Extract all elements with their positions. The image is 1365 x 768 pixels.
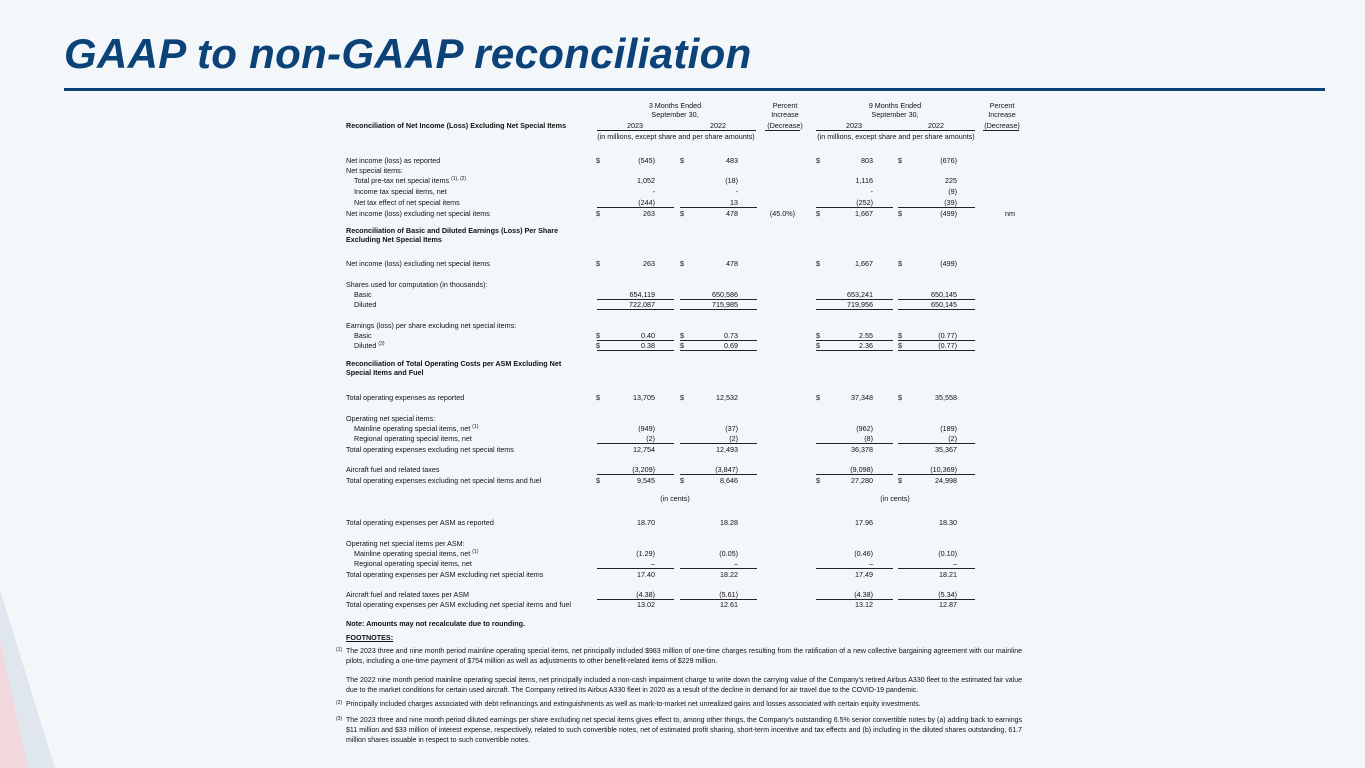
row-label-text: Net income (loss) as reported	[346, 156, 441, 165]
footnote-ref: (3)	[378, 341, 385, 347]
value-cell: 2.36	[859, 341, 873, 350]
value-cell: (18)	[725, 176, 738, 185]
row-label	[346, 156, 440, 165]
pct-change-header-1: Percent	[772, 101, 798, 110]
footnote-text: The 2022 nine month period mainline operating special items, net principally included a non-cash impairment charge to write down the carrying value of the Company’s retired Airbus A330 fleet to the estimated fair value due to the market conditions for certain used aircraft. The Company retired its Airbus A330 fleet in 2020 as a result of the decline in demand for air travel due to the COVID-19 pandemic.	[346, 677, 1022, 694]
row-label-text: Regional operating special items, net	[354, 559, 472, 568]
value-cell: (9)	[948, 187, 957, 196]
footnote-text: The 2023 three and nine month period diluted earnings per share excluding net special items gives effect to, among other things, the Company’s outstanding 6.5% senior convertible notes by (a) adding back to earnings $11 million and $33 million of interest expense, respectively, related to such convertible notes, net of estimated profit sharing, short-term incentive and tax effects and (b) including in the diluted shares outstanding, 61.7 million shares issuable in respect to such convertible notes.	[346, 717, 1022, 744]
value-cell: (2)	[729, 434, 738, 443]
value-cell: 650,145	[931, 300, 957, 309]
total-underline	[680, 568, 757, 569]
value-cell: (4.38)	[854, 590, 873, 599]
value-cell: 1,116	[855, 176, 873, 185]
value-cell: (10,369)	[930, 465, 957, 474]
row-label	[346, 539, 465, 548]
currency-symbol: $	[680, 476, 684, 485]
row-label	[354, 549, 478, 558]
value-cell: 722,087	[629, 300, 655, 309]
value-cell: (189)	[940, 424, 957, 433]
value-cell: 483	[726, 156, 738, 165]
row-label-text: Operating net special items:	[346, 414, 436, 423]
footnote-mark: (1)	[336, 647, 343, 653]
currency-symbol: $	[898, 259, 902, 268]
value-cell: 18.22	[720, 570, 738, 579]
row-label-text: Diluted	[354, 300, 377, 309]
value-cell: (4.38)	[636, 590, 655, 599]
value-cell: 12,532	[716, 393, 738, 402]
total-underline	[816, 350, 893, 351]
percent-change-9m: nm	[1005, 209, 1015, 218]
value-cell: (0.46)	[854, 549, 873, 558]
row-label	[354, 341, 385, 350]
units-note-9m: (in millions, except share and per share amounts)	[817, 132, 975, 141]
currency-symbol: $	[816, 393, 820, 402]
footnote-ref: (1)	[472, 549, 479, 555]
total-underline	[898, 568, 975, 569]
total-underline	[816, 443, 893, 444]
value-cell: (37)	[725, 424, 738, 433]
value-cell: (244)	[638, 198, 655, 207]
row-label	[354, 424, 478, 433]
currency-symbol: $	[816, 476, 820, 485]
value-cell: 654,119	[629, 290, 655, 299]
value-cell: 650,145	[931, 290, 957, 299]
value-cell: 18.21	[939, 570, 957, 579]
value-cell: 18.30	[939, 518, 957, 527]
row-label	[346, 209, 490, 218]
page-title: GAAP to non-GAAP reconciliation	[64, 30, 752, 77]
row-label	[354, 559, 472, 568]
currency-symbol: $	[596, 393, 600, 402]
row-label	[354, 290, 372, 299]
nine-months-header: 9 Months Ended	[868, 101, 922, 110]
value-cell: (2)	[646, 434, 655, 443]
value-cell: (8)	[864, 434, 873, 443]
in-cents-label: (in cents)	[660, 494, 690, 503]
value-cell: 24,998	[935, 476, 957, 485]
currency-symbol: $	[816, 331, 820, 340]
value-cell: 0.69	[724, 341, 738, 350]
currency-symbol: $	[898, 156, 902, 165]
currency-symbol: $	[898, 209, 902, 218]
row-label-text: Shares used for computation (in thousands):	[346, 280, 488, 289]
row-label	[346, 321, 516, 330]
total-underline	[597, 568, 674, 569]
row-label-text: Special Items and Fuel	[346, 368, 424, 377]
currency-symbol: $	[816, 259, 820, 268]
currency-symbol: $	[680, 209, 684, 218]
row-label-text: FOOTNOTES:	[346, 633, 394, 642]
value-cell: (3,847)	[715, 465, 738, 474]
currency-symbol: $	[596, 476, 600, 485]
row-label-text: Mainline operating special items, net	[354, 549, 471, 558]
year-2023-header: 2023	[627, 121, 643, 130]
value-cell: 12,493	[716, 445, 738, 454]
currency-symbol: $	[680, 156, 684, 165]
currency-symbol: $	[680, 341, 684, 350]
row-label	[346, 633, 393, 642]
value-cell: 225	[945, 176, 957, 185]
row-label-text: Total operating expenses excluding net special items	[346, 445, 514, 454]
row-label	[346, 465, 440, 474]
row-label	[354, 176, 466, 185]
value-cell: 12,754	[633, 445, 655, 454]
total-underline	[597, 443, 674, 444]
currency-symbol: $	[596, 156, 600, 165]
total-underline	[898, 443, 975, 444]
value-cell: -	[735, 187, 738, 196]
row-label-text: Total pre-tax net special items	[354, 176, 450, 185]
value-cell: (0.10)	[938, 549, 957, 558]
total-underline	[680, 309, 757, 310]
three-months-header: 3 Months Ended	[648, 101, 702, 110]
total-underline	[898, 474, 975, 475]
row-label-text: Reconciliation of Total Operating Costs per ASM Excluding Net	[346, 359, 562, 368]
value-cell: 0.73	[724, 331, 738, 340]
value-cell: 18.70	[637, 518, 655, 527]
value-cell: 1,667	[855, 209, 873, 218]
currency-symbol: $	[596, 331, 600, 340]
year-2023-header-9m: 2023	[846, 121, 862, 130]
total-underline	[816, 474, 893, 475]
pct-change-header-2: Increase	[988, 110, 1016, 119]
value-cell: 478	[726, 259, 738, 268]
row-label	[346, 590, 469, 599]
value-cell: 715,985	[712, 300, 738, 309]
value-cell: 650,586	[712, 290, 738, 299]
value-cell: 13.12	[855, 600, 873, 609]
row-label-text: Total operating expenses excluding net special items and fuel	[346, 476, 542, 485]
currency-symbol: $	[680, 259, 684, 268]
row-label-text: Diluted	[354, 341, 377, 350]
footnote-mark: (3)	[336, 716, 343, 722]
row-label	[346, 368, 424, 377]
value-cell: (5.61)	[719, 590, 738, 599]
row-label-text: Mainline operating special items, net	[354, 424, 471, 433]
row-label-text: Net tax effect of net special items	[354, 198, 460, 207]
value-cell: 27,280	[851, 476, 873, 485]
in-cents-label-9m: (in cents)	[880, 494, 910, 503]
row-label-text: Basic	[354, 290, 372, 299]
row-label-text: Aircraft fuel and related taxes per ASM	[346, 590, 470, 599]
row-label	[346, 393, 464, 402]
three-months-header-date: September 30,	[651, 110, 699, 119]
row-label	[346, 476, 541, 485]
value-cell: (0.05)	[719, 549, 738, 558]
total-underline	[816, 568, 893, 569]
row-label-text: Net income (loss) excluding net special items	[346, 259, 490, 268]
row-label	[346, 518, 494, 527]
row-label-text: Net income (loss) excluding net special items	[346, 209, 490, 218]
value-cell: 17.49	[855, 570, 873, 579]
value-cell: 803	[861, 156, 873, 165]
value-cell: (1.29)	[636, 549, 655, 558]
value-cell: 263	[643, 209, 655, 218]
currency-symbol: $	[898, 476, 902, 485]
value-cell: (39)	[944, 198, 957, 207]
row-label	[354, 434, 472, 443]
row-label	[346, 226, 558, 235]
pct-change-header-1: (Decrease)	[767, 121, 803, 130]
currency-symbol: $	[596, 209, 600, 218]
total-underline	[597, 309, 674, 310]
value-cell: (5.34)	[938, 590, 957, 599]
currency-symbol: $	[680, 393, 684, 402]
value-cell: (3,209)	[632, 465, 655, 474]
value-cell: 653,241	[847, 290, 873, 299]
total-underline	[816, 207, 893, 208]
total-underline	[898, 350, 975, 351]
value-cell: 0.40	[641, 331, 655, 340]
total-underline	[680, 207, 757, 208]
currency-symbol: $	[816, 209, 820, 218]
value-cell: –	[953, 559, 957, 568]
value-cell: (252)	[856, 198, 873, 207]
row-label-text: Total operating expenses per ASM excluding net special items	[346, 570, 544, 579]
currency-symbol: $	[898, 331, 902, 340]
value-cell: 36,378	[851, 445, 873, 454]
total-underline	[680, 350, 757, 351]
currency-symbol: $	[680, 331, 684, 340]
total-underline	[597, 474, 674, 475]
value-cell: 13.02	[637, 600, 655, 609]
footnote-mark: (2)	[336, 700, 343, 706]
value-cell: –	[734, 559, 738, 568]
row-label	[346, 235, 442, 244]
row-label	[354, 331, 372, 340]
footnote-ref: (1), (2)	[451, 176, 467, 182]
footnote-text: The 2023 three and nine month period mainline operating special items, net principally included $983 million of one-time charges resulting from the ratification of a new collective bargaining agreement with our mainline pilots, including a one-time payment of $754 million as well as adjustments to other benefit-related items of $229 million.	[346, 648, 1022, 665]
footnote-text: Principally included charges associated with debt refinancings and extinguishments as well as mark-to-market net unrealized gains and losses associated with certain equity investments.	[346, 701, 921, 708]
value-cell: (9,098)	[850, 465, 873, 474]
value-cell: 478	[726, 209, 738, 218]
row-label	[346, 570, 543, 579]
row-label	[346, 280, 487, 289]
year-2022-header: 2022	[710, 121, 726, 130]
row-label-text: Total operating expenses as reported	[346, 393, 465, 402]
row-label	[354, 198, 460, 207]
value-cell: 8,646	[720, 476, 738, 485]
value-cell: 17.96	[855, 518, 873, 527]
row-label-text: Note: Amounts may not recalculate due to rounding.	[346, 619, 526, 628]
footnote-ref: (1)	[472, 424, 479, 430]
pct-change-header-1: Increase	[771, 110, 799, 119]
value-cell: (545)	[638, 156, 655, 165]
currency-symbol: $	[816, 156, 820, 165]
pct-change-header-2: (Decrease)	[984, 121, 1020, 130]
value-cell: (499)	[940, 209, 957, 218]
total-underline	[597, 207, 674, 208]
currency-symbol: $	[898, 393, 902, 402]
value-cell: 2.55	[859, 331, 873, 340]
value-cell: 35,367	[935, 445, 957, 454]
row-label-text: Earnings (loss) per share excluding net special items:	[346, 321, 517, 330]
value-cell: (0.77)	[938, 341, 957, 350]
value-cell: 719,956	[847, 300, 873, 309]
row-label-text: Reconciliation of Basic and Diluted Earnings (Loss) Per Share	[346, 226, 559, 235]
value-cell: 12.61	[720, 600, 738, 609]
currency-symbol: $	[816, 341, 820, 350]
row-label-text: Total operating expenses per ASM excluding net special items and fuel	[346, 600, 571, 609]
row-label-text: Excluding Net Special Items	[346, 235, 442, 244]
row-label-text: Operating net special items per ASM:	[346, 539, 465, 548]
row-label	[346, 600, 571, 609]
value-cell: -	[870, 187, 873, 196]
total-underline	[680, 443, 757, 444]
row-label	[346, 445, 514, 454]
value-cell: 263	[643, 259, 655, 268]
section-heading: Reconciliation of Net Income (Loss) Excluding Net Special Items	[346, 121, 567, 130]
total-underline	[898, 309, 975, 310]
row-label	[346, 259, 490, 268]
row-label-text: Regional operating special items, net	[354, 434, 472, 443]
year-2022-header-9m: 2022	[928, 121, 944, 130]
total-underline	[680, 474, 757, 475]
value-cell: 18.28	[720, 518, 738, 527]
value-cell: –	[869, 559, 873, 568]
value-cell: 0.38	[641, 341, 655, 350]
row-label-text: Total operating expenses per ASM as reported	[346, 518, 494, 527]
units-note: (in millions, except share and per share amounts)	[597, 132, 755, 141]
value-cell: (2)	[948, 434, 957, 443]
currency-symbol: $	[596, 259, 600, 268]
row-label	[346, 414, 435, 423]
row-label-text: Net special items:	[346, 166, 403, 175]
row-label	[346, 619, 525, 628]
value-cell: (499)	[940, 259, 957, 268]
row-label	[346, 359, 561, 368]
percent-change: (45.0%)	[769, 209, 796, 218]
value-cell: 37,348	[851, 393, 873, 402]
value-cell: 13,705	[633, 393, 655, 402]
nine-months-header-date: September 30,	[871, 110, 919, 119]
value-cell: (0.77)	[938, 331, 957, 340]
row-label-text: Basic	[354, 331, 372, 340]
row-label-text: Income tax special items, net	[354, 187, 447, 196]
total-underline	[816, 309, 893, 310]
value-cell: 13	[730, 198, 738, 207]
row-label	[354, 300, 376, 309]
total-underline	[597, 350, 674, 351]
value-cell: 1,667	[855, 259, 873, 268]
row-label	[346, 166, 403, 175]
currency-symbol: $	[898, 341, 902, 350]
value-cell: -	[652, 187, 655, 196]
value-cell: 17.40	[637, 570, 655, 579]
row-label-text: Aircraft fuel and related taxes	[346, 465, 440, 474]
value-cell: (949)	[638, 424, 655, 433]
value-cell: (962)	[856, 424, 873, 433]
total-underline	[898, 207, 975, 208]
value-cell: 9,545	[637, 476, 655, 485]
pct-change-header-2: Percent	[989, 101, 1015, 110]
value-cell: 35,558	[935, 393, 957, 402]
row-label	[354, 187, 447, 196]
value-cell: 12.87	[939, 600, 957, 609]
value-cell: –	[651, 559, 655, 568]
currency-symbol: $	[596, 341, 600, 350]
value-cell: 1,052	[637, 176, 655, 185]
value-cell: (676)	[940, 156, 957, 165]
